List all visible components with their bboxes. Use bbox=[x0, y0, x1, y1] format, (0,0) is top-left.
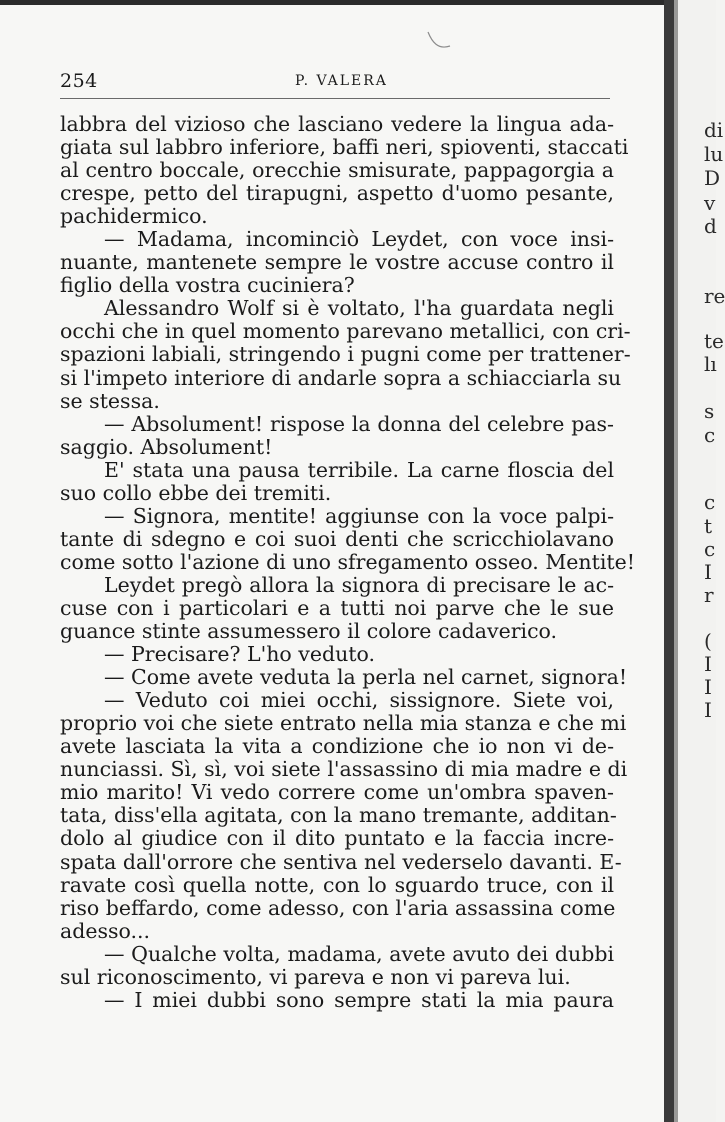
facing-page-letter: d bbox=[704, 214, 717, 238]
text-line: — Absolument! rispose la donna del celebre pas- bbox=[104, 411, 614, 436]
text-line: proprio voi che siete entrato nella mia stanza e che mi bbox=[60, 711, 627, 736]
text-line: spata dall'orrore che sentiva nel vederselo davanti. E- bbox=[60, 849, 622, 874]
text-line: Leydet pregò allora la signora di precisare le ac- bbox=[104, 572, 614, 597]
facing-page-letter: ( bbox=[704, 629, 712, 653]
header-rule bbox=[60, 98, 610, 99]
text-line: — Signora, mentite! aggiunse con la voce palpi- bbox=[104, 503, 614, 528]
text-line: dolo al giudice con il dito puntato e la faccia incre- bbox=[60, 826, 614, 851]
pencil-mark bbox=[426, 28, 454, 54]
text-line: se stessa. bbox=[60, 388, 160, 413]
text-line: suo collo ebbe dei tremiti. bbox=[60, 480, 332, 505]
text-line: adesso... bbox=[60, 918, 151, 943]
book-gutter bbox=[664, 0, 674, 1122]
text-line: cuse con i particolari e a tutti noi parve che le sue bbox=[60, 595, 614, 620]
running-head: P. VALERA bbox=[295, 73, 388, 89]
top-edge bbox=[0, 0, 716, 5]
text-line: al centro boccale, orecchie smisurate, pappagorgia a bbox=[60, 158, 614, 183]
facing-page-letter: di bbox=[704, 118, 724, 142]
text-line: spazioni labiali, stringendo i pugni come per trattener- bbox=[60, 342, 631, 367]
facing-page-letter: c bbox=[704, 537, 716, 561]
facing-page-letter: v bbox=[704, 191, 716, 215]
text-line: — I miei dubbi sono sempre stati la mia paura bbox=[104, 987, 614, 1012]
text-line: — Come avete veduta la perla nel carnet, signora! bbox=[104, 665, 628, 690]
text-line: tante di sdegno e coi suoi denti che scricchiolavano bbox=[60, 526, 614, 551]
facing-page-letter: re bbox=[704, 284, 725, 308]
facing-page-letter: lu bbox=[704, 142, 724, 166]
text-line: tata, diss'ella agitata, con la mano tremante, additan- bbox=[60, 803, 617, 828]
facing-page-letter: I bbox=[704, 652, 712, 676]
text-line: labbra del vizioso che lasciano vedere la lingua ada- bbox=[60, 112, 614, 136]
text-line: E' stata una pausa terribile. La carne floscia del bbox=[104, 457, 614, 482]
text-line: si l'impeto interiore di andarle sopra a schiacciarla su bbox=[60, 365, 622, 390]
text-line: — Precisare? L'ho veduto. bbox=[104, 642, 376, 667]
text-line: figlio della vostra cuciniera? bbox=[60, 273, 355, 298]
facing-page-letter: I bbox=[704, 675, 712, 699]
text-line: — Madama, incominciò Leydet, con voce insi- bbox=[104, 227, 614, 252]
text-line: guance stinte assumessero il colore cadaverico. bbox=[60, 619, 558, 644]
text-line: saggio. Absolument! bbox=[60, 434, 273, 459]
text-line: pachidermico. bbox=[60, 204, 208, 229]
facing-page-letter: c bbox=[704, 490, 716, 514]
text-line: riso beffardo, come adesso, con l'aria assassina come bbox=[60, 895, 616, 920]
facing-page-letter: D bbox=[704, 166, 721, 190]
facing-page-letter: r bbox=[704, 583, 714, 607]
text-line: mio marito! Vi vedo correre come un'ombra spaven- bbox=[60, 780, 614, 805]
facing-page-letter: te bbox=[704, 329, 724, 353]
facing-page-letter: s bbox=[704, 399, 715, 423]
facing-page-letter: I bbox=[704, 698, 712, 722]
text-line: crespe, petto del tirapugni, aspetto d'uomo pesante, bbox=[60, 181, 614, 206]
text-line: sul riconoscimento, vi pareva e non vi pareva lui. bbox=[60, 964, 571, 989]
text-line: giata sul labbro inferiore, baffi neri, spioventi, staccati bbox=[60, 135, 629, 160]
text-line: nuante, mantenete sempre le vostre accuse contro il bbox=[60, 250, 614, 275]
text-line: ravate così quella notte, con lo sguardo truce, con il bbox=[60, 872, 614, 897]
facing-page-letter: t bbox=[704, 514, 713, 538]
text-line: avete lasciata la vita a condizione che io non vi de- bbox=[60, 734, 614, 759]
facing-page-edge bbox=[678, 0, 725, 1122]
facing-page-letter: c bbox=[704, 423, 716, 447]
text-line: Alessandro Wolf si è voltato, l'ha guardata negli bbox=[104, 296, 614, 321]
facing-page-letter: I bbox=[704, 560, 712, 584]
body-text bbox=[60, 112, 636, 1012]
text-line: — Qualche volta, madama, avete avuto dei dubbi bbox=[104, 941, 614, 966]
page-header bbox=[60, 70, 610, 96]
text-line: occhi che in quel momento parevano metallici, con cri- bbox=[60, 319, 631, 344]
text-line: come sotto l'azione di uno sfregamento osseo. Mentite! bbox=[60, 549, 636, 574]
text-line: — Veduto coi miei occhi, sissignore. Siete voi, bbox=[104, 688, 614, 713]
text-line: nunciassi. Sì, sì, voi siete l'assassino di mia madre e di bbox=[60, 757, 628, 782]
page-number: 254 bbox=[60, 70, 98, 92]
facing-page-letter: lı bbox=[704, 352, 717, 376]
